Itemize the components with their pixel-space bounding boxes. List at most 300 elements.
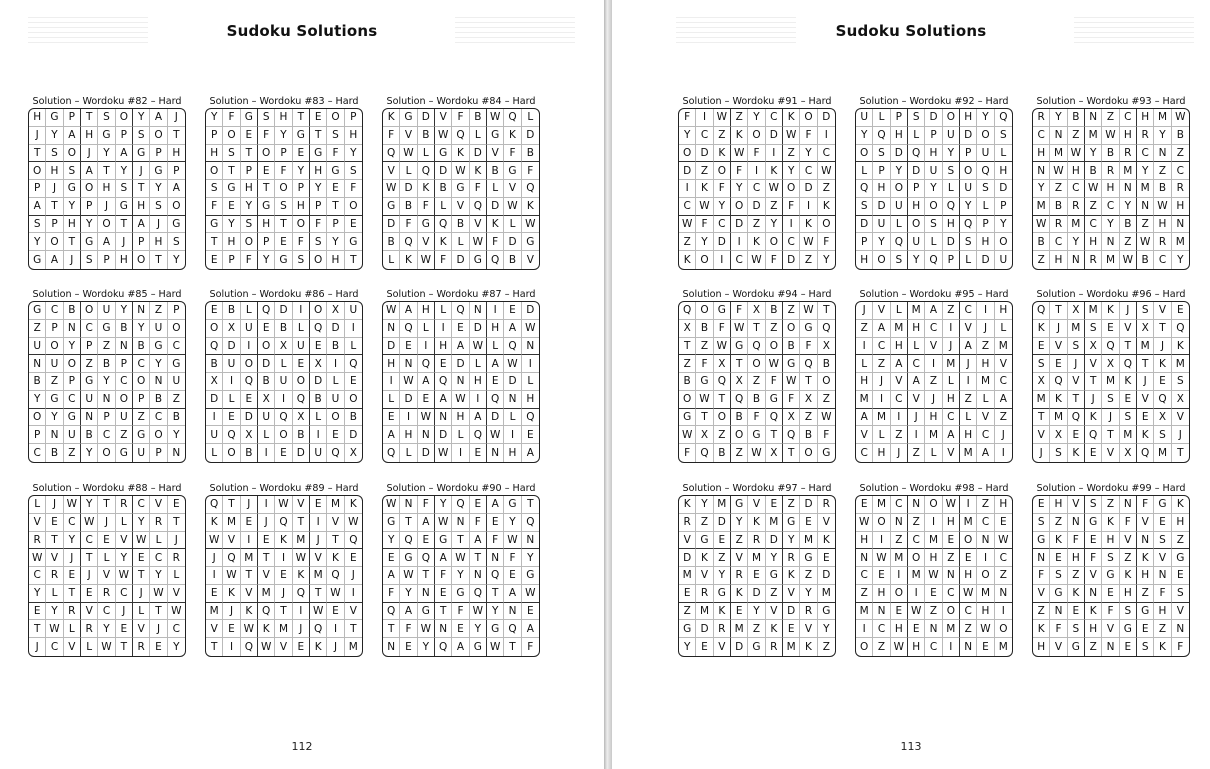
grid-cell: Z	[1085, 638, 1102, 656]
grid-cell: X	[1033, 373, 1050, 391]
grid-cell: L	[943, 373, 960, 391]
grid-cell: D	[800, 180, 817, 198]
grid-cell: K	[1085, 603, 1102, 621]
grid-cell: O	[891, 180, 908, 198]
grid-cell: G	[731, 496, 748, 514]
grid-cell: Q	[908, 145, 925, 163]
grid-cell: I	[206, 567, 223, 585]
grid-cell: K	[258, 620, 275, 638]
grid-cell: E	[345, 549, 362, 567]
grid-cell: R	[46, 567, 63, 585]
grid-cell: S	[46, 145, 63, 163]
grid-cell: Q	[241, 373, 258, 391]
grid-cell: B	[1085, 162, 1102, 180]
grid-cell: G	[29, 302, 46, 320]
grid-cell: K	[783, 109, 800, 127]
grid-cell: O	[258, 338, 275, 356]
grid-cell: W	[418, 620, 435, 638]
grid-cell: N	[64, 320, 81, 338]
grid-cell: A	[995, 391, 1012, 409]
grid-cell: K	[435, 233, 452, 251]
grid-cell: Y	[150, 567, 167, 585]
grid-cell: A	[977, 444, 994, 462]
grid-cell: Z	[1050, 180, 1067, 198]
grid-cell: W	[908, 603, 925, 621]
grid-cell: W	[1102, 127, 1119, 145]
grid-cell: W	[783, 127, 800, 145]
grid-cell: D	[275, 302, 292, 320]
solution-puzzle	[855, 483, 1013, 657]
grid-cell: N	[487, 444, 504, 462]
grid-cell: I	[345, 585, 362, 603]
grid-cell: O	[293, 216, 310, 234]
grid-cell: X	[293, 409, 310, 427]
grid-cell: G	[133, 145, 150, 163]
grid-cell: Z	[714, 127, 731, 145]
grid-cell: Q	[995, 109, 1012, 127]
grid-cell: P	[133, 391, 150, 409]
grid-cell: L	[470, 127, 487, 145]
grid-cell: M	[925, 426, 942, 444]
grid-cell: O	[908, 216, 925, 234]
grid-cell: E	[310, 338, 327, 356]
grid-cell: S	[150, 198, 167, 216]
grid-cell: V	[766, 603, 783, 621]
grid-cell: V	[891, 373, 908, 391]
grid-cell: R	[29, 532, 46, 550]
grid-cell: E	[293, 145, 310, 163]
grid-cell: W	[714, 338, 731, 356]
grid-cell: K	[1137, 549, 1154, 567]
grid-cell: D	[452, 251, 469, 269]
grid-cell: O	[98, 444, 115, 462]
grid-cell: S	[1050, 444, 1067, 462]
grid-cell: O	[766, 338, 783, 356]
grid-cell: G	[1120, 620, 1137, 638]
grid-cell: N	[383, 638, 400, 656]
grid-cell: V	[293, 496, 310, 514]
grid-cell: D	[714, 514, 731, 532]
grid-cell: K	[327, 549, 344, 567]
grid-cell: Y	[258, 251, 275, 269]
solution-grid	[205, 108, 363, 270]
grid-cell: L	[383, 251, 400, 269]
grid-cell: O	[64, 355, 81, 373]
grid-cell: Q	[783, 426, 800, 444]
grid-cell: R	[133, 638, 150, 656]
grid-cell: F	[731, 162, 748, 180]
grid-cell: S	[29, 216, 46, 234]
grid-cell: L	[345, 338, 362, 356]
grid-cell: W	[696, 198, 713, 216]
grid-cell: B	[150, 391, 167, 409]
grid-cell: R	[800, 603, 817, 621]
grid-cell: Q	[873, 127, 890, 145]
grid-cell: T	[452, 532, 469, 550]
grid-cell: I	[345, 320, 362, 338]
grid-cell: G	[150, 162, 167, 180]
grid-cell: H	[1172, 514, 1189, 532]
grid-cell: O	[818, 216, 835, 234]
grid-cell: O	[748, 127, 765, 145]
grid-cell: L	[891, 302, 908, 320]
grid-cell: Y	[1177, 254, 1184, 267]
grid-cell: X	[1154, 409, 1171, 427]
solution-puzzle	[855, 289, 1013, 463]
grid-cell: E	[1120, 638, 1137, 656]
grid-cell: J	[856, 302, 873, 320]
grid-cell: S	[1120, 603, 1137, 621]
grid-cell: P	[293, 180, 310, 198]
grid-cell: V	[1068, 496, 1085, 514]
grid-cell: H	[504, 444, 521, 462]
grid-cell: D	[818, 567, 835, 585]
grid-cell: N	[1137, 532, 1154, 550]
grid-cell: Y	[977, 109, 994, 127]
grid-cell: K	[766, 620, 783, 638]
grid-cell: O	[275, 426, 292, 444]
grid-cell: I	[873, 391, 890, 409]
grid-cell: T	[400, 514, 417, 532]
grid-cell: U	[327, 391, 344, 409]
grid-cell: E	[1033, 496, 1050, 514]
grid-cell: S	[977, 180, 994, 198]
grid-cell: C	[98, 603, 115, 621]
grid-cell: M	[998, 641, 1008, 654]
grid-cell: Z	[133, 409, 150, 427]
grid-cell: U	[873, 216, 890, 234]
grid-cell: Z	[908, 514, 925, 532]
grid-cell: F	[345, 180, 362, 198]
grid-cell: E	[783, 620, 800, 638]
grid-cell: H	[873, 444, 890, 462]
grid-cell: W	[206, 532, 223, 550]
grid-cell: W	[452, 549, 469, 567]
grid-cell: C	[679, 198, 696, 216]
grid-cell: G	[487, 127, 504, 145]
grid-cell: O	[977, 127, 994, 145]
grid-cell: Y	[714, 567, 731, 585]
grid-cell: C	[766, 109, 783, 127]
grid-cell: O	[766, 233, 783, 251]
grid-cell: Y	[64, 198, 81, 216]
grid-cell: H	[310, 162, 327, 180]
grid-cell: C	[1033, 127, 1050, 145]
grid-cell: T	[223, 162, 240, 180]
grid-cell: B	[223, 302, 240, 320]
grid-cell: N	[977, 532, 994, 550]
grid-cell: J	[908, 409, 925, 427]
grid-cell: N	[487, 549, 504, 567]
grid-cell: E	[1102, 585, 1119, 603]
grid-cell: Y	[64, 532, 81, 550]
grid-cell: U	[977, 145, 994, 163]
grid-cell: V	[487, 145, 504, 163]
grid-cell: Q	[400, 233, 417, 251]
grid-cell: G	[522, 567, 539, 585]
grid-cell: E	[1102, 320, 1119, 338]
grid-cell: C	[150, 409, 167, 427]
grid-cell: N	[46, 426, 63, 444]
grid-cell: S	[1102, 549, 1119, 567]
grid-cell: W	[470, 233, 487, 251]
grid-cell: C	[133, 496, 150, 514]
grid-cell: B	[504, 251, 521, 269]
grid-cell: Q	[679, 302, 696, 320]
grid-cell: B	[1033, 233, 1050, 251]
grid-cell: X	[800, 391, 817, 409]
grid-cell: K	[679, 251, 696, 269]
grid-cell: I	[504, 426, 521, 444]
grid-cell: E	[696, 638, 713, 656]
solution-puzzle	[382, 289, 540, 463]
grid-cell: Q	[856, 180, 873, 198]
grid-cell: Z	[800, 251, 817, 269]
grid-cell: G	[293, 127, 310, 145]
grid-cell: E	[310, 109, 327, 127]
grid-cell: W	[487, 638, 504, 656]
grid-cell: X	[731, 373, 748, 391]
grid-cell: I	[679, 180, 696, 198]
grid-cell: W	[731, 320, 748, 338]
grid-cell: I	[856, 338, 873, 356]
grid-cell: W	[418, 251, 435, 269]
grid-cell: I	[783, 216, 800, 234]
grid-cell: H	[150, 233, 167, 251]
grid-cell: C	[1137, 145, 1154, 163]
grid-cell: C	[116, 373, 133, 391]
grid-cell: P	[81, 338, 98, 356]
grid-cell: D	[679, 162, 696, 180]
grid-cell: G	[714, 585, 731, 603]
grid-cell: L	[487, 338, 504, 356]
grid-cell: H	[1050, 251, 1067, 269]
grid-cell: Z	[1033, 251, 1050, 269]
grid-cell: V	[327, 514, 344, 532]
grid-cell: I	[714, 251, 731, 269]
grid-cell: Z	[116, 426, 133, 444]
grid-cell: M	[696, 603, 713, 621]
grid-cell: J	[1154, 338, 1171, 356]
grid-cell: M	[258, 585, 275, 603]
grid-cell: P	[327, 216, 344, 234]
grid-cell: X	[241, 426, 258, 444]
grid-cell: Q	[487, 251, 504, 269]
grid-cell: P	[150, 444, 167, 462]
grid-cell: I	[310, 514, 327, 532]
grid-cell: X	[1085, 338, 1102, 356]
grid-cell: Q	[925, 251, 942, 269]
grid-cell: K	[1137, 426, 1154, 444]
grid-cell: D	[241, 409, 258, 427]
grid-cell: Y	[818, 620, 835, 638]
grid-cell: I	[223, 373, 240, 391]
grid-cell: Y	[418, 638, 435, 656]
grid-cell: Z	[995, 409, 1012, 427]
grid-cell: U	[29, 338, 46, 356]
grid-cell: S	[327, 127, 344, 145]
grid-cell: R	[783, 549, 800, 567]
grid-cell: O	[943, 109, 960, 127]
grid-cell: V	[1085, 355, 1102, 373]
solution-puzzle	[28, 96, 186, 270]
grid-cell: Z	[714, 549, 731, 567]
grid-cell: R	[1137, 127, 1154, 145]
grid-cell: H	[1068, 549, 1085, 567]
grid-cell: F	[275, 162, 292, 180]
grid-cell: Q	[345, 355, 362, 373]
grid-cell: W	[470, 338, 487, 356]
grid-cell: N	[1120, 180, 1137, 198]
grid-cell: Q	[470, 585, 487, 603]
grid-cell: U	[258, 409, 275, 427]
puzzle-caption: Solution – Wordoku #92 – Hard	[859, 96, 1009, 107]
grid-cell: V	[168, 585, 185, 603]
grid-cell: B	[293, 426, 310, 444]
grid-cell: N	[1085, 109, 1102, 127]
grid-cell: Y	[714, 198, 731, 216]
grid-cell: T	[350, 254, 357, 267]
grid-cell: E	[223, 409, 240, 427]
grid-cell: Q	[345, 532, 362, 550]
grid-cell: Z	[800, 567, 817, 585]
grid-cell: N	[925, 620, 942, 638]
grid-cell: M	[925, 532, 942, 550]
grid-cell: Y	[679, 127, 696, 145]
grid-cell: G	[206, 216, 223, 234]
grid-cell: A	[960, 338, 977, 356]
grid-cell: P	[241, 162, 258, 180]
grid-cell: N	[1154, 145, 1171, 163]
grid-cell: T	[731, 355, 748, 373]
grid-cell: O	[818, 373, 835, 391]
grid-cell: G	[64, 409, 81, 427]
grid-cell: E	[206, 302, 223, 320]
grid-cell: C	[891, 391, 908, 409]
grid-cell: K	[1050, 391, 1067, 409]
grid-cell: G	[522, 233, 539, 251]
grid-cell: G	[452, 585, 469, 603]
grid-cell: Y	[731, 514, 748, 532]
grid-cell: N	[418, 585, 435, 603]
grid-cell: U	[960, 180, 977, 198]
grid-cell: N	[856, 549, 873, 567]
grid-cell: F	[383, 585, 400, 603]
grid-cell: H	[1050, 496, 1067, 514]
solution-puzzle	[382, 96, 540, 270]
grid-cell: V	[1120, 320, 1137, 338]
grid-cell: G	[766, 567, 783, 585]
grid-cell: J	[1085, 391, 1102, 409]
grid-cell: H	[1068, 162, 1085, 180]
grid-cell: V	[150, 496, 167, 514]
grid-cell: F	[1068, 532, 1085, 550]
grid-cell: Y	[943, 145, 960, 163]
grid-cell: Y	[133, 109, 150, 127]
grid-cell: D	[943, 233, 960, 251]
grid-cell: U	[925, 162, 942, 180]
grid-cell: K	[310, 638, 327, 656]
grid-cell: L	[241, 302, 258, 320]
grid-cell: E	[1154, 514, 1171, 532]
grid-cell: W	[487, 109, 504, 127]
grid-cell: N	[1137, 198, 1154, 216]
grid-cell: L	[418, 145, 435, 163]
grid-cell: J	[275, 585, 292, 603]
solution-puzzle	[678, 289, 836, 463]
grid-cell: Z	[168, 391, 185, 409]
grid-cell: W	[310, 603, 327, 621]
grid-cell: B	[327, 338, 344, 356]
grid-cell: F	[783, 391, 800, 409]
grid-cell: Y	[275, 127, 292, 145]
grid-cell: Q	[383, 444, 400, 462]
grid-cell: Y	[29, 585, 46, 603]
grid-cell: H	[168, 145, 185, 163]
grid-cell: W	[856, 514, 873, 532]
grid-cell: E	[487, 373, 504, 391]
grid-cell: Y	[766, 549, 783, 567]
grid-cell: H	[925, 145, 942, 163]
grid-cell: S	[1172, 585, 1189, 603]
grid-cell: T	[133, 567, 150, 585]
grid-cell: E	[1050, 549, 1067, 567]
grid-cell: H	[977, 603, 994, 621]
grid-cell: Y	[1102, 216, 1119, 234]
grid-cell: X	[1102, 355, 1119, 373]
grid-cell: M	[348, 641, 358, 654]
grid-cell: C	[1050, 233, 1067, 251]
grid-cell: T	[46, 532, 63, 550]
grid-cell: B	[64, 302, 81, 320]
grid-cell: W	[783, 373, 800, 391]
grid-cell: M	[977, 585, 994, 603]
grid-cell: D	[310, 373, 327, 391]
grid-cell: E	[452, 320, 469, 338]
grid-cell: P	[977, 216, 994, 234]
grid-cell: W	[1068, 145, 1085, 163]
grid-cell: O	[81, 302, 98, 320]
puzzle-caption: Solution – Wordoku #86 – Hard	[209, 289, 359, 300]
grid-cell: W	[258, 638, 275, 656]
grid-cell: Z	[943, 549, 960, 567]
grid-cell: K	[800, 638, 817, 656]
grid-cell: T	[150, 251, 167, 269]
grid-cell: T	[748, 320, 765, 338]
grid-cell: Z	[1033, 603, 1050, 621]
grid-cell: T	[293, 109, 310, 127]
grid-cell: W	[504, 532, 521, 550]
grid-cell: D	[400, 180, 417, 198]
grid-cell: I	[223, 638, 240, 656]
grid-cell: I	[943, 320, 960, 338]
grid-cell: J	[1172, 426, 1189, 444]
grid-cell: T	[1177, 447, 1184, 460]
grid-cell: S	[98, 109, 115, 127]
page-number: 112	[291, 740, 313, 753]
grid-cell: W	[435, 127, 452, 145]
grid-cell: S	[960, 233, 977, 251]
grid-cell: E	[133, 549, 150, 567]
grid-cell: Y	[696, 233, 713, 251]
grid-cell: S	[275, 198, 292, 216]
grid-cell: Q	[206, 496, 223, 514]
grid-cell: H	[487, 320, 504, 338]
grid-cell: L	[960, 409, 977, 427]
grid-cell: L	[452, 426, 469, 444]
grid-cell: E	[504, 567, 521, 585]
grid-cell: Q	[943, 198, 960, 216]
